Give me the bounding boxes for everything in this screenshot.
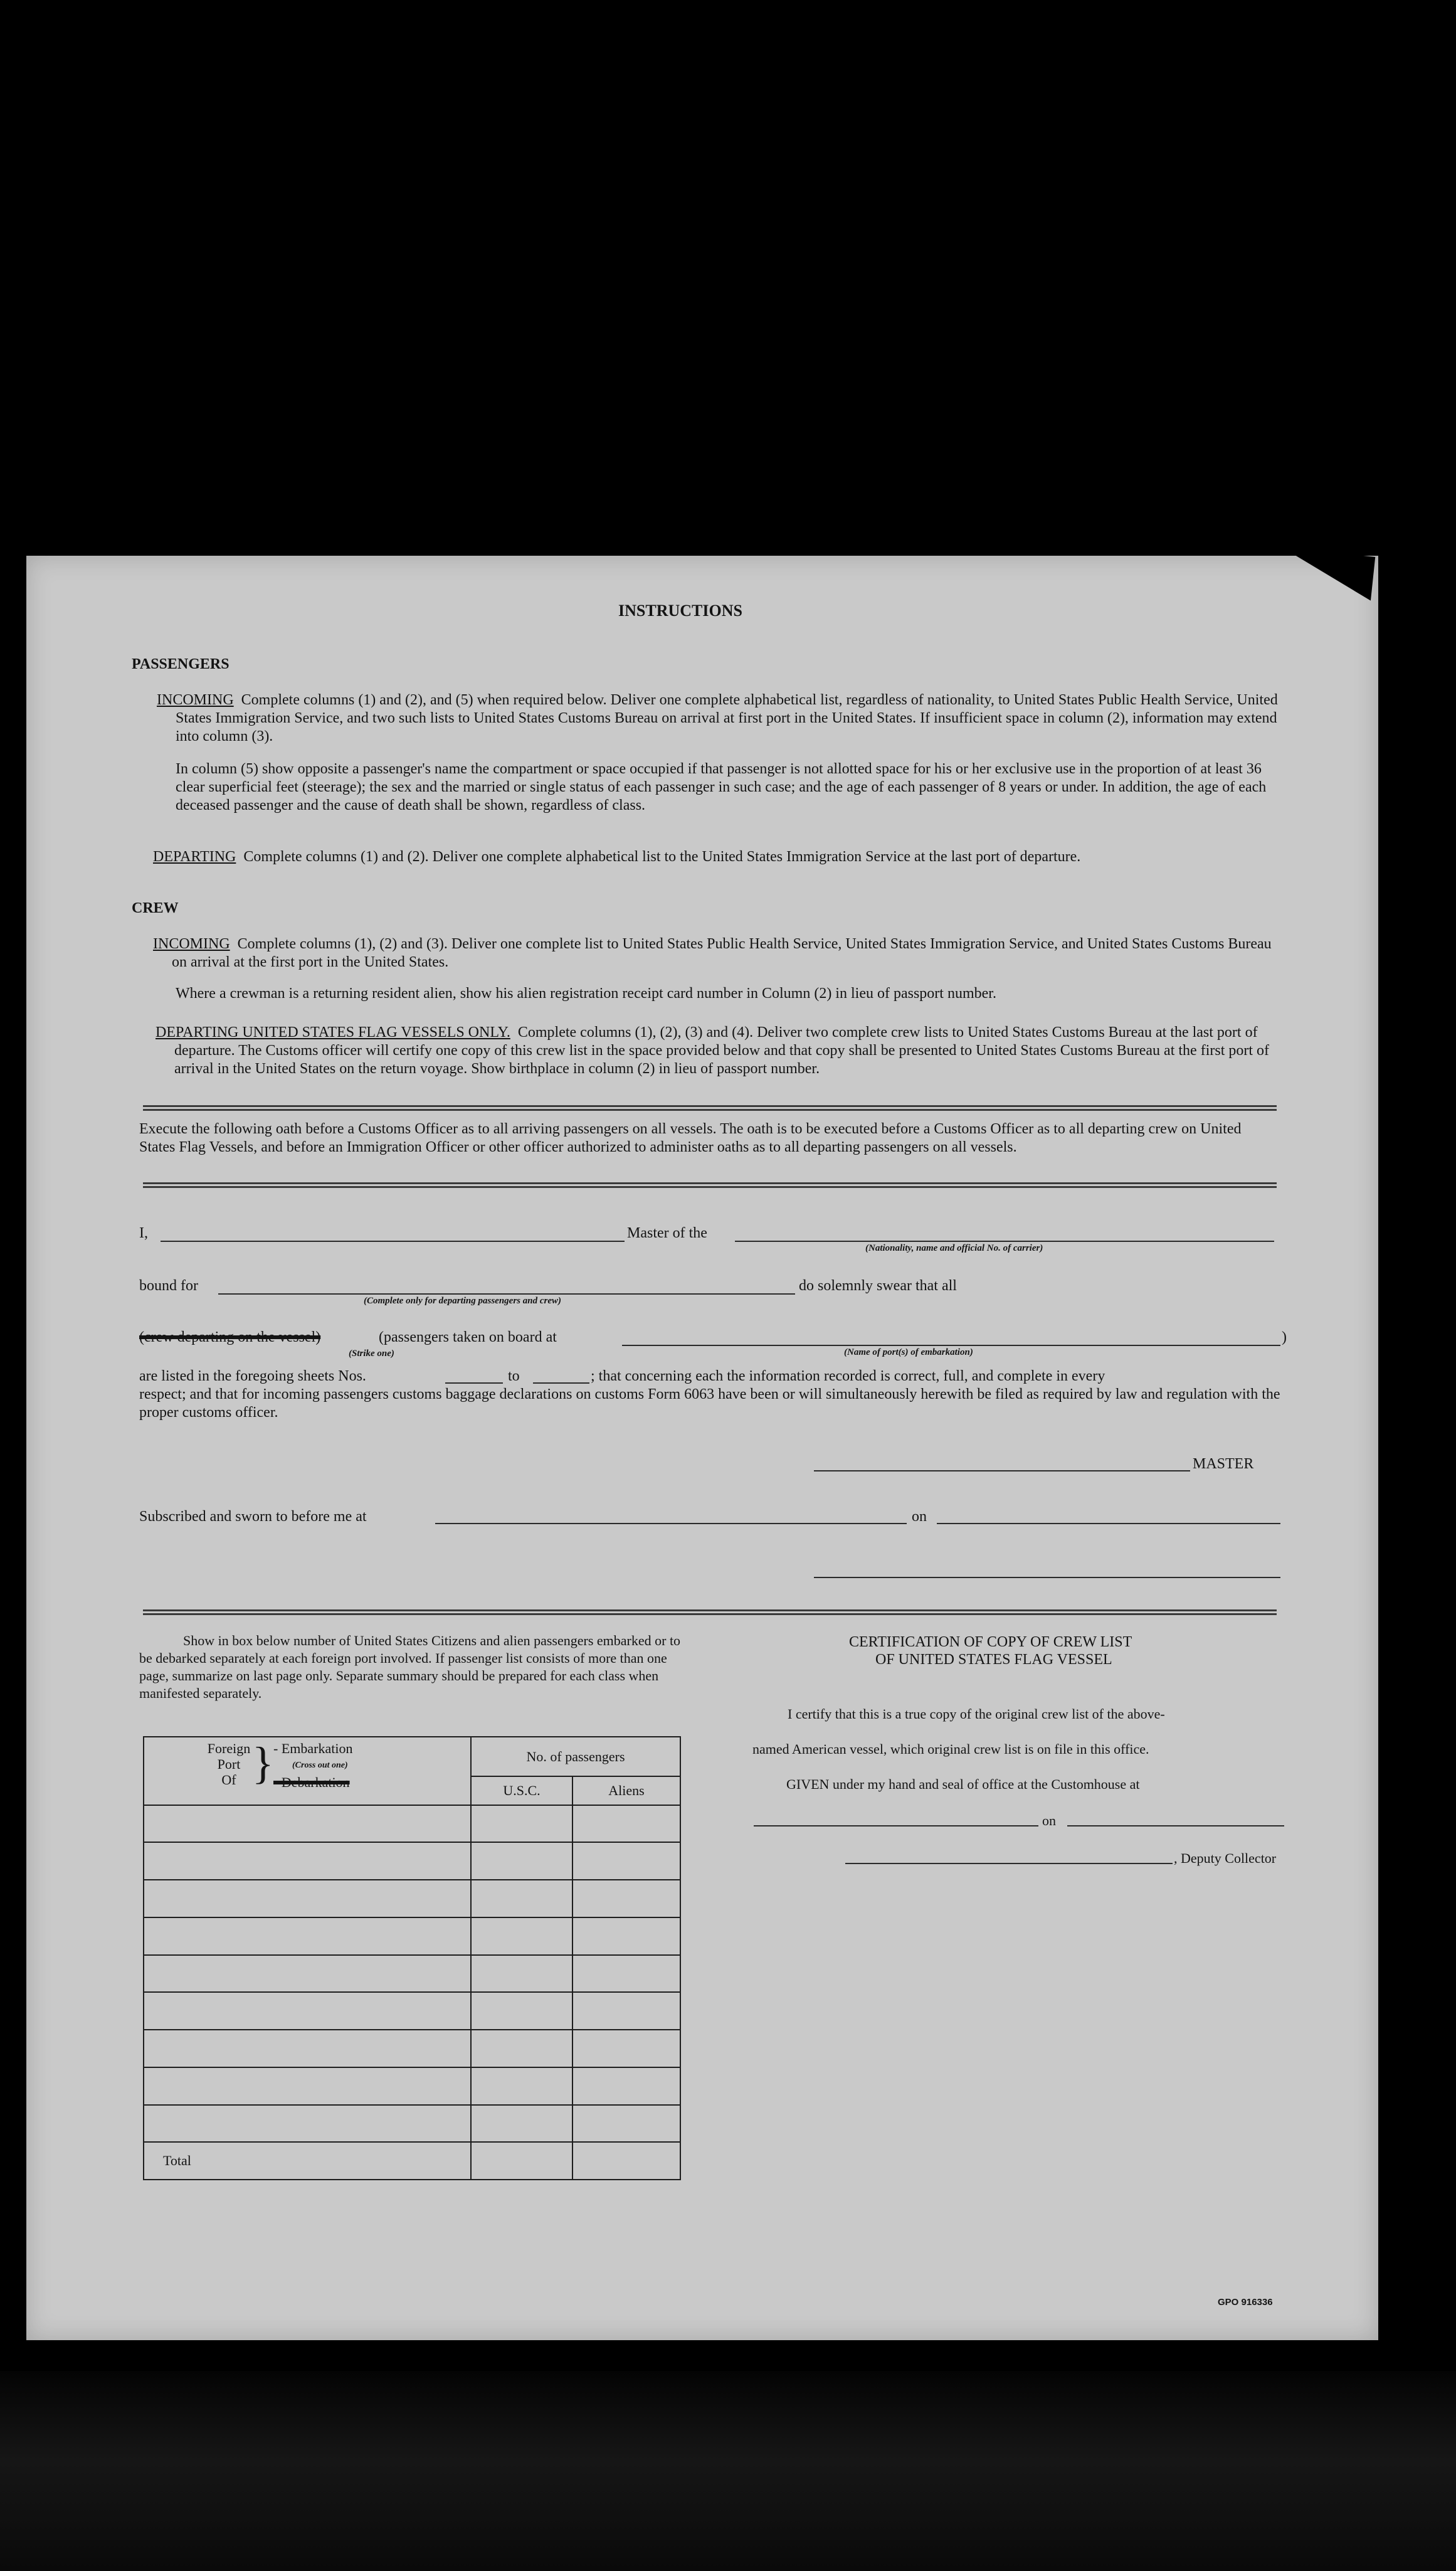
struck-crew-span: (crew departing on the vessel) [139, 1329, 321, 1345]
strike-one-caption: (Strike one) [349, 1349, 394, 1359]
crew-departing-label: DEPARTING UNITED STATES FLAG VESSELS ONLY. [156, 1024, 510, 1041]
usc-cell[interactable] [471, 1992, 572, 2030]
oath-continuation: respect; and that for incoming passengers customs baggage declarations on customs Form 6063 have been or will simultaneously herewith be filed as required by law and regulation with the proper customs officer. [139, 1386, 1280, 1421]
certification-on-label: on [1042, 1813, 1056, 1828]
subscribed-label: Subscribed and sworn to before me at [139, 1508, 367, 1525]
sheets-prefix: are listed in the foregoing sheets Nos. [139, 1368, 366, 1384]
embarkation-port-caption: (Name of port(s) of embarkation) [844, 1347, 973, 1357]
certification-title-line1: CERTIFICATION OF COPY OF CREW LIST [849, 1634, 1132, 1650]
foreign-port-header-cell [144, 1737, 471, 1805]
divider-rule [143, 1613, 1277, 1615]
passengers-incoming-label: INCOMING [157, 692, 234, 708]
usc-cell[interactable] [471, 2067, 572, 2105]
subscribed-on-label: on [912, 1508, 927, 1525]
bound-for-caption: (Complete only for departing passengers and crew) [364, 1296, 561, 1306]
aliens-cell[interactable] [572, 2067, 680, 2105]
divider-rule [143, 1186, 1277, 1188]
usc-cell[interactable] [471, 1805, 572, 1843]
port-cell[interactable] [144, 2105, 471, 2143]
passenger-summary-table [143, 1736, 681, 2180]
port-label: Port [217, 1756, 241, 1773]
usc-header: U.S.C. [471, 1776, 572, 1805]
crew-returning-paragraph: Where a crewman is a returning resident alien, show his alien registration receipt card number in Column (2) in lieu of passport number. [176, 985, 996, 1002]
bound-for-label: bound for [139, 1278, 198, 1294]
certify-line1: I certify that this is a true copy of the original crew list of the above- [788, 1706, 1165, 1722]
subscribed-date-field[interactable] [937, 1523, 1280, 1524]
gpo-code: GPO 916336 [1218, 2297, 1273, 2308]
swear-label: do solemnly swear that all [799, 1278, 957, 1294]
port-cell[interactable] [144, 1992, 471, 2030]
carrier-caption: (Nationality, name and official No. of carrier) [865, 1243, 1043, 1253]
port-cell[interactable] [144, 2030, 471, 2067]
usc-cell[interactable] [471, 1842, 572, 1880]
certification-date-field[interactable] [1067, 1825, 1284, 1826]
crew-departing-paragraph [156, 1024, 1285, 1078]
aliens-header: Aliens [572, 1776, 680, 1805]
aliens-cell[interactable] [572, 1880, 680, 1917]
total-aliens-cell[interactable] [572, 2142, 680, 2180]
bound-for-field[interactable] [218, 1293, 795, 1295]
crew-incoming-text: Complete columns (1), (2) and (3). Deliver one complete list to United States Public Health Service, United States Immigration Service, and United States Customs Bureau on arrival at the first port in the United States. [172, 936, 1272, 970]
subscribed-place-field[interactable] [435, 1523, 907, 1524]
oath-instruction-paragraph: Execute the following oath before a Customs Officer as to all arriving passengers on all vessels. The oath is to be executed before a Customs Officer as to all departing crew on United States Flag Vessels, and before an Immigration Officer or other officer authorized to administer oaths as to all departing passengers on all vessels. [139, 1121, 1242, 1155]
divider-rule [143, 1609, 1277, 1611]
crew-incoming-paragraph [153, 935, 1285, 972]
no-of-passengers-header: No. of passengers [471, 1737, 680, 1776]
divider-rule [143, 1105, 1277, 1107]
scanner-background [0, 2371, 1456, 2571]
closing-paren: ) [1282, 1329, 1287, 1345]
given-line: GIVEN under my hand and seal of office at the Customhouse at [786, 1776, 1140, 1792]
port-cell[interactable] [144, 1842, 471, 1880]
embarkation-label: - Embarkation [273, 1741, 353, 1757]
passengers-departing-label: DEPARTING [153, 849, 236, 865]
carrier-field[interactable] [735, 1241, 1274, 1242]
customhouse-field[interactable] [754, 1825, 1038, 1826]
aliens-cell[interactable] [572, 2030, 680, 2067]
summary-note: Show in box below number of United States Citizens and alien passengers embarked or to be debarked separately at each foreign port involved. If passenger list consists of more than one page, summarize on last page only. Separate summary should be prepared for each class when manifested separately. [139, 1633, 681, 1701]
sheet-to-field[interactable] [533, 1382, 589, 1384]
crew-departing-text: Complete columns (1), (2), (3) and (4). Deliver two complete crew lists to United States Customs Bureau at the last port of departure. The Customs officer will certify one copy of this crew list in the space provided below and that copy shall be presented to United States Customs Bureau at the first port of arrival in the United States on the return voyage. Show birthplace in column (2) in lieu of passport number. [174, 1024, 1270, 1077]
passengers-incoming-paragraph [157, 691, 1285, 746]
usc-cell[interactable] [471, 2105, 572, 2143]
total-label: Total [144, 2142, 471, 2180]
foreign-label: Foreign [207, 1741, 251, 1757]
port-cell[interactable] [144, 2067, 471, 2105]
deputy-collector-label: , Deputy Collector [1174, 1850, 1277, 1866]
debarkation-struck: - Debarkation [273, 1774, 350, 1791]
usc-cell[interactable] [471, 1917, 572, 1955]
aliens-cell[interactable] [572, 1917, 680, 1955]
divider-rule [143, 1109, 1277, 1111]
master-name-field[interactable] [161, 1241, 625, 1242]
port-cell[interactable] [144, 1805, 471, 1843]
certify-line2: named American vessel, which original crew list is on file in this office. [752, 1741, 1149, 1757]
certification-title-line2: OF UNITED STATES FLAG VESSEL [875, 1651, 1112, 1668]
crew-heading: CREW [132, 900, 179, 916]
port-cell[interactable] [144, 1880, 471, 1917]
aliens-cell[interactable] [572, 2105, 680, 2143]
struck-crew-text [139, 1328, 320, 1347]
brace-icon: } [252, 1738, 274, 1789]
aliens-cell[interactable] [572, 1955, 680, 1993]
port-cell[interactable] [144, 1917, 471, 1955]
debarkation-label [273, 1774, 350, 1791]
total-usc-cell[interactable] [471, 2142, 572, 2180]
master-of-label: Master of the [627, 1225, 707, 1241]
sheets-suffix: ; that concerning each the information recorded is correct, full, and complete in every [591, 1368, 1105, 1384]
aliens-cell[interactable] [572, 1842, 680, 1880]
master-signature-field[interactable] [814, 1470, 1190, 1471]
usc-cell[interactable] [471, 1880, 572, 1917]
aliens-cell[interactable] [572, 1805, 680, 1843]
sheet-from-field[interactable] [445, 1382, 503, 1384]
embarkation-port-field[interactable] [622, 1345, 1280, 1346]
usc-cell[interactable] [471, 1955, 572, 1993]
divider-rule [143, 1182, 1277, 1184]
aliens-cell[interactable] [572, 1992, 680, 2030]
passengers-heading: PASSENGERS [132, 656, 229, 672]
crew-incoming-label: INCOMING [153, 936, 230, 952]
sheets-to-label: to [508, 1368, 520, 1384]
passengers-departing-paragraph [153, 848, 1285, 866]
oath-i-label: I, [139, 1225, 148, 1241]
cross-out-caption: (Cross out one) [292, 1761, 348, 1771]
port-cell[interactable] [144, 1955, 471, 1993]
passengers-column5-paragraph: In column (5) show opposite a passenger's name the compartment or space occupied if that passenger is not allotted space for his or her exclusive use in the proportion of at least 36 clear superficial feet (steerage); the sex and the married or single status of each passenger in such case; and the age of each passenger of 8 years or under. In addition, the age of each deceased passenger and the cause of death shall be shown, regardless of class. [176, 761, 1267, 814]
deputy-collector-signature-field[interactable] [845, 1863, 1173, 1864]
of-label: Of [221, 1772, 236, 1788]
officer-signature-field[interactable] [814, 1577, 1280, 1578]
usc-cell[interactable] [471, 2030, 572, 2067]
passengers-departing-text: Complete columns (1) and (2). Deliver one complete alphabetical list to the United States Immigration Service at the last port of departure. [243, 849, 1081, 865]
master-label: MASTER [1193, 1456, 1254, 1472]
passengers-incoming-text: Complete columns (1) and (2), and (5) when required below. Deliver one complete alphabetical list, regardless of nationality, to United States Public Health Service, United States Immigration Service, and two such lists to United States Customs Bureau on arrival at first port in the United States. If insufficient space in column (2), information may extend into column (3). [176, 692, 1278, 745]
taken-on-board-label: (passengers taken on board at [379, 1329, 557, 1345]
instructions-title: INSTRUCTIONS [618, 602, 742, 620]
